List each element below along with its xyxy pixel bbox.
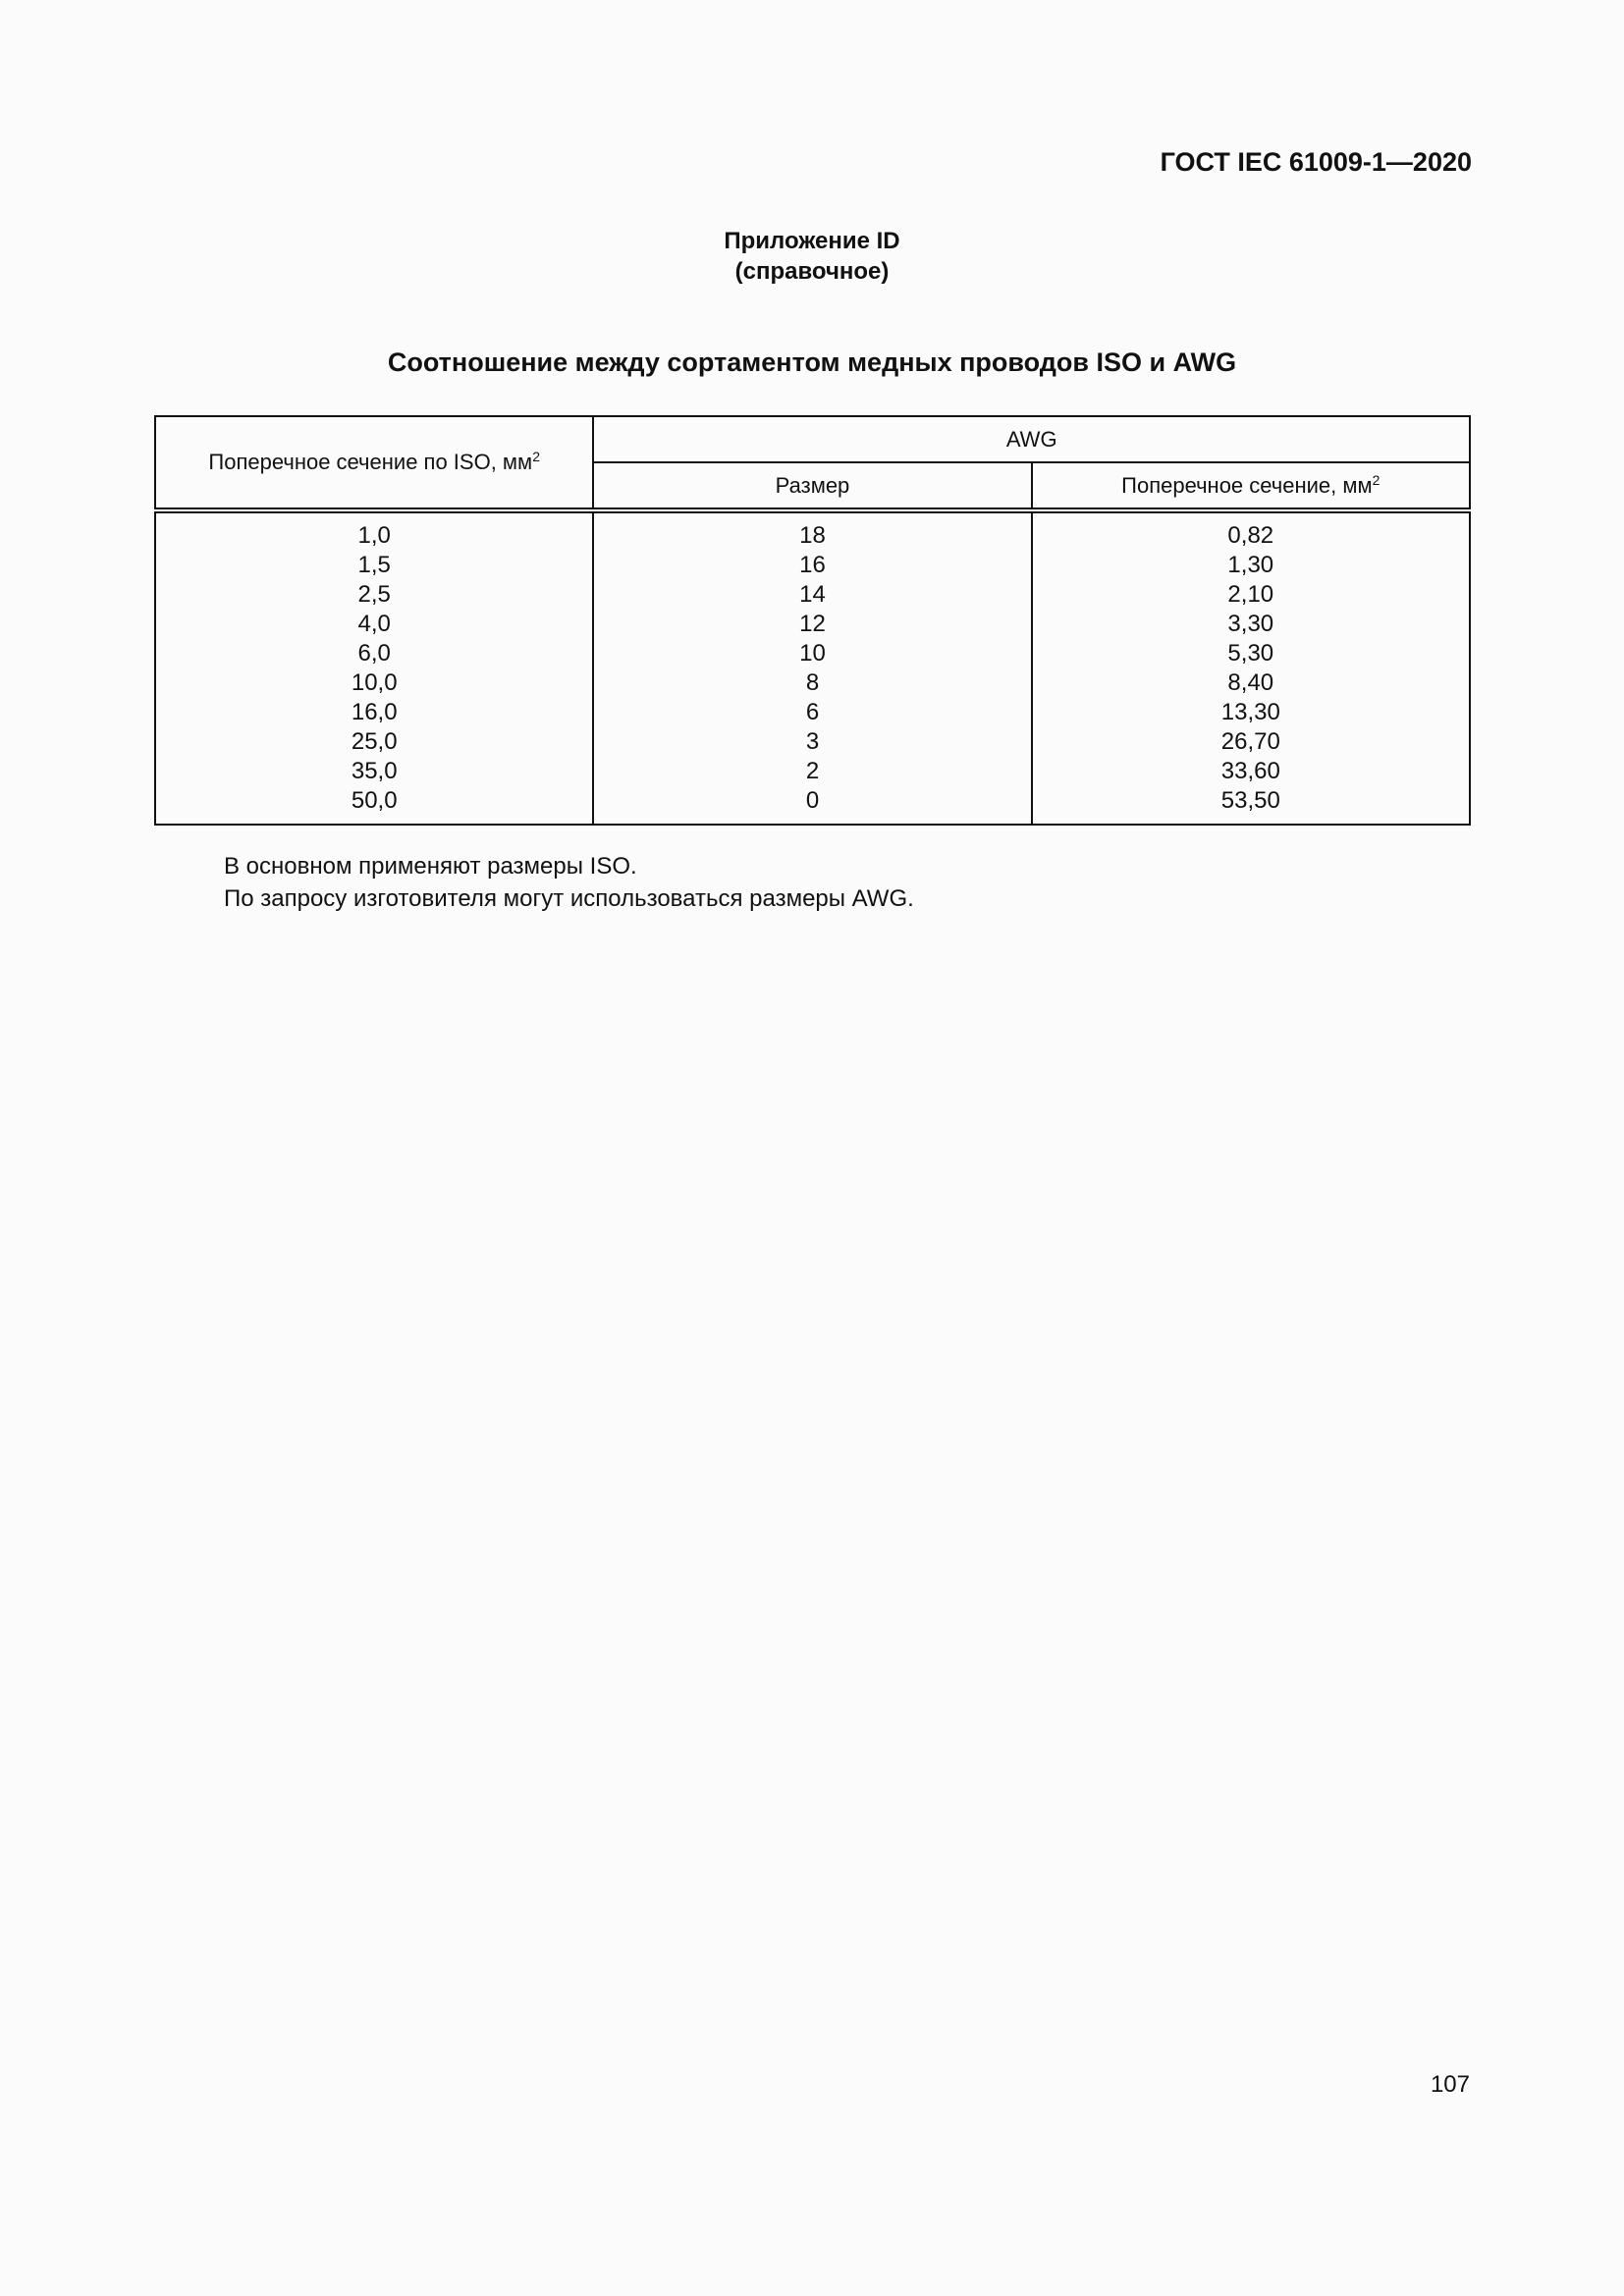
cell-size: 6 [593,698,1031,727]
note-line: В основном применяют размеры ISO. [224,853,637,880]
column-header-awg-area [1032,462,1470,510]
table-row [155,757,1470,786]
cell-iso: 50,0 [155,786,593,825]
cell-size: 10 [593,639,1031,668]
cell-iso: 35,0 [155,757,593,786]
column-header-awg-area-sup: 2 [1372,471,1380,488]
notes [224,850,914,915]
cell-size: 0 [593,786,1031,825]
wire-gauge-table [154,415,1471,826]
table-body [155,510,1470,825]
cell-size: 8 [593,668,1031,698]
appendix-heading [0,226,1624,287]
table-row [155,698,1470,727]
table-row [155,668,1470,698]
cell-size: 12 [593,610,1031,639]
cell-size: 14 [593,580,1031,610]
column-header-iso-sup: 2 [532,449,540,464]
table-row [155,610,1470,639]
cell-awg-area: 13,30 [1032,698,1470,727]
table-row [155,510,1470,551]
cell-iso: 1,0 [155,510,593,551]
table-row [155,551,1470,580]
cell-iso: 25,0 [155,727,593,757]
table-row [155,639,1470,668]
cell-iso: 16,0 [155,698,593,727]
cell-size: 3 [593,727,1031,757]
cell-size: 2 [593,757,1031,786]
cell-awg-area: 0,82 [1032,510,1470,551]
cell-awg-area: 1,30 [1032,551,1470,580]
cell-iso: 4,0 [155,610,593,639]
cell-iso: 6,0 [155,639,593,668]
cell-awg-area: 8,40 [1032,668,1470,698]
table-row [155,727,1470,757]
column-header-awg-area-label: Поперечное сечение, мм [1121,472,1373,498]
cell-awg-area: 33,60 [1032,757,1470,786]
column-header-iso [155,416,593,510]
cell-awg-area: 2,10 [1032,580,1470,610]
cell-awg-area: 26,70 [1032,727,1470,757]
appendix-title: Приложение ID [724,228,900,254]
cell-iso: 2,5 [155,580,593,610]
cell-size: 16 [593,551,1031,580]
column-header-size: Размер [593,462,1031,510]
column-header-iso-label: Поперечное сечение по ISO, мм [208,450,533,474]
table-row [155,580,1470,610]
appendix-subtitle: (справочное) [734,258,890,285]
cell-awg-area: 5,30 [1032,639,1470,668]
table-row [155,786,1470,825]
cell-size: 18 [593,510,1031,551]
page-number: 107 [1430,2071,1470,2098]
note-line: По запросу изготовителя могут использоваться размеры AWG. [224,885,914,912]
column-group-awg: AWG [593,416,1470,462]
cell-iso: 10,0 [155,668,593,698]
cell-awg-area: 3,30 [1032,610,1470,639]
table-title: Соотношение между сортаментом медных проводов ISO и AWG [387,347,1237,377]
cell-iso: 1,5 [155,551,593,580]
cell-awg-area: 53,50 [1032,786,1470,825]
document-code: ГОСТ IEC 61009-1—2020 [1160,147,1472,177]
